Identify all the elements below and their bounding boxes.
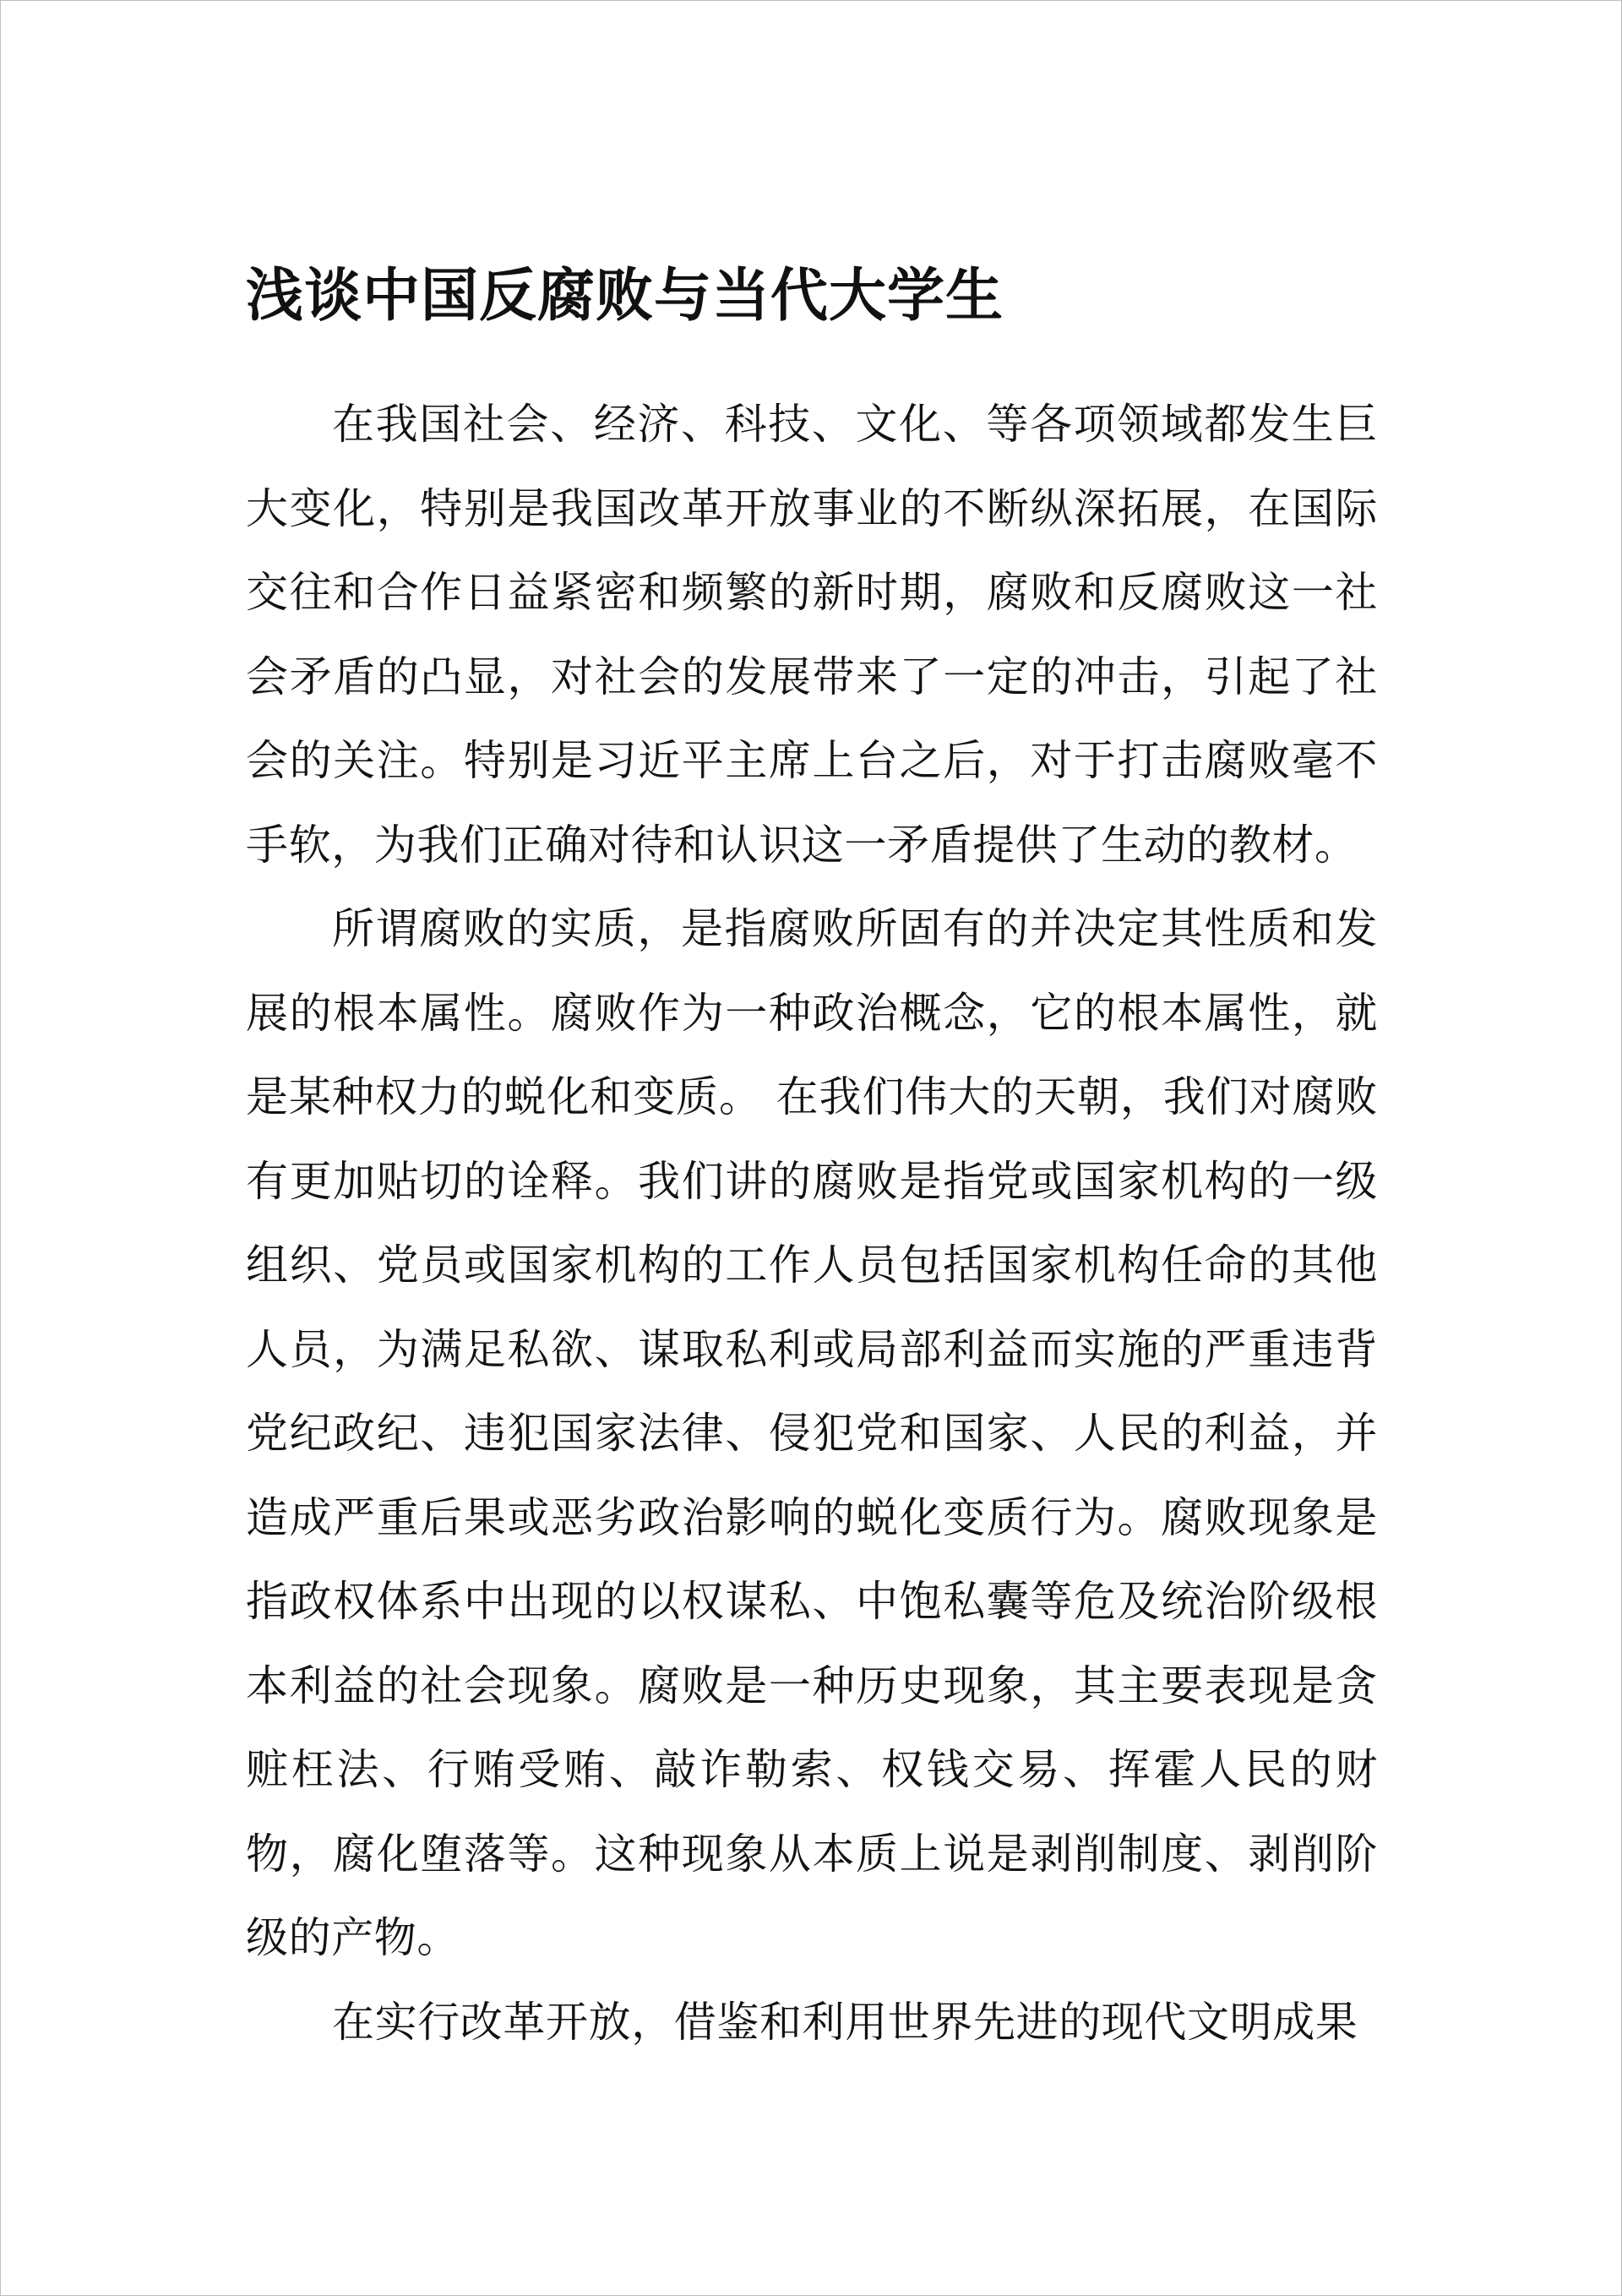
document-title: 浅谈中国反腐败与当代大学生 bbox=[246, 263, 1004, 330]
paragraph-1: 在我国社会、经济、科技、文化、等各项领域都发生巨大变化，特别是我国改革开放事业的不断纵深拓展，在国际交往和合作日益紧密和频繁的新时期，腐败和反腐败这一社会矛盾的凸显，对社会的发展带来了一定的冲击，引起了社会的关注。特别是习近平主席上台之后，对于打击腐败毫不手软，为我们正确对待和认识这一矛盾提供了生动的教材。 bbox=[246, 400, 1378, 870]
paragraph-2: 所谓腐败的实质，是指腐败所固有的并决定其性质和发展的根本属性。腐败作为一种政治概念，它的根本属性，就是某种权力的蜕化和变质。 在我们伟大的天朝，我们对腐败有更加贴切的诠释。我们讲的腐败是指党或国家机构的一级组织、党员或国家机构的工作人员包括国家机构任命的其他人员，为满足私欲、谋取私利或局部利益而实施的严重违背党纪政纪、违犯国家法律、侵犯党和国家、人民的利益，并造成严重后果或恶劣政治影响的蜕化变质行为。腐败现象是指政权体系中出现的以权谋私、中饱私囊等危及统治阶级根本利益的社会现象。腐败是一种历史现象，其主要表现是贪赃枉法、行贿受贿、敲诈勒索、权钱交易、挥霍人民的财物，腐化堕落等。这种现象从本质上说是剥削制度、剥削阶级的产物。 bbox=[246, 904, 1378, 1962]
document-body bbox=[246, 254, 1378, 2064]
paragraph-3: 在实行改革开放，借鉴和利用世界先进的现代文明成果 bbox=[332, 1997, 1358, 2047]
